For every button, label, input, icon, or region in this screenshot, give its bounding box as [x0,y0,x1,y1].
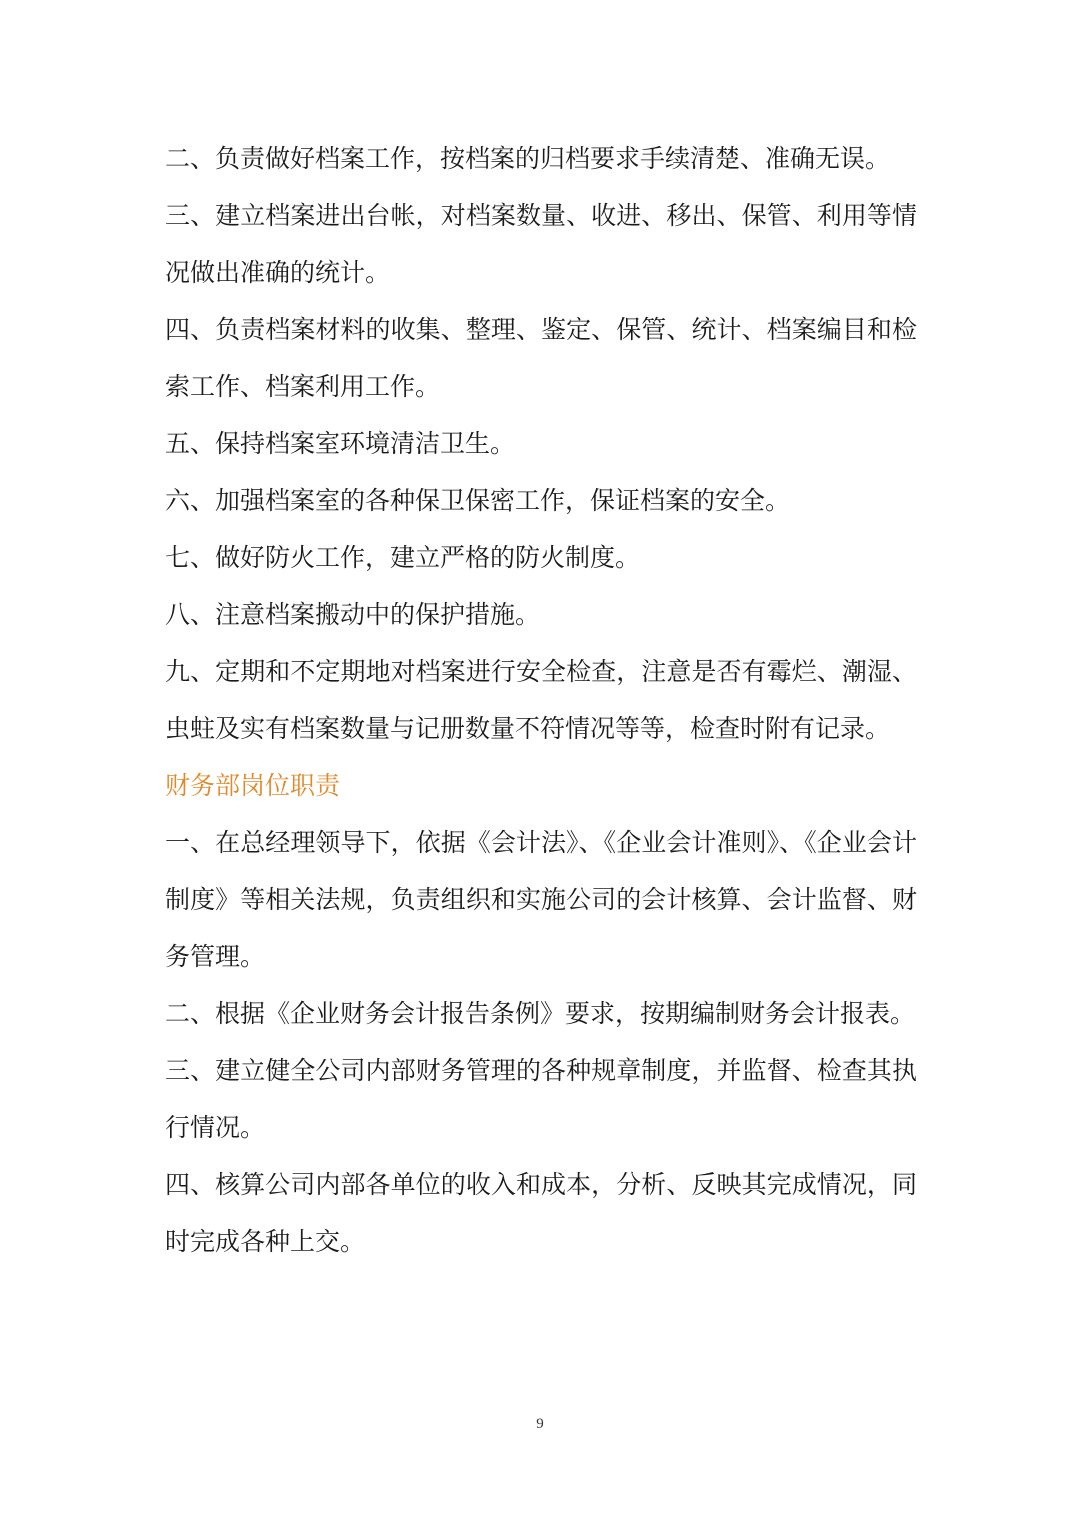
paragraph-archive-4: 四、负责档案材料的收集、整理、鉴定、保管、统计、档案编目和检索工作、档案利用工作。 [165,315,917,401]
paragraph-finance-4: 四、核算公司内部各单位的收入和成本，分析、反映其完成情况，同时完成各种上交。 [165,1170,917,1256]
paragraph-archive-8: 八、注意档案搬动中的保护措施。 [165,600,541,629]
paragraph-finance-3: 三、建立健全公司内部财务管理的各种规章制度，并监督、检查其执行情况。 [165,1056,917,1142]
paragraph-archive-5: 五、保持档案室环境清洁卫生。 [165,429,516,458]
paragraph-archive-6: 六、加强档案室的各种保卫保密工作，保证档案的安全。 [165,486,791,515]
paragraph-archive-9: 九、定期和不定期地对档案进行安全检查，注意是否有霉烂、潮湿、虫蛀及实有档案数量与记册数量不符情况等等，检查时附有记录。 [165,657,917,743]
paragraph-finance-1: 一、在总经理领导下，依据《会计法》、《企业会计准则》、《企业会计制度》等相关法规，负责组织和实施公司的会计核算、会计监督、财务管理。 [165,828,917,971]
paragraph-archive-3: 三、建立档案进出台帐，对档案数量、收进、移出、保管、利用等情况做出准确的统计。 [165,201,917,287]
paragraph-finance-2: 二、根据《企业财务会计报告条例》要求，按期编制财务会计报表。 [165,999,916,1028]
paragraph-archive-2: 二、负责做好档案工作，按档案的归档要求手续清楚、准确无误。 [165,144,891,173]
paragraph-archive-7: 七、做好防火工作，建立严格的防火制度。 [165,543,641,572]
section-heading: 财务部岗位职责 [165,771,341,800]
page-number: 9 [536,1416,544,1432]
page-content [165,130,917,1270]
